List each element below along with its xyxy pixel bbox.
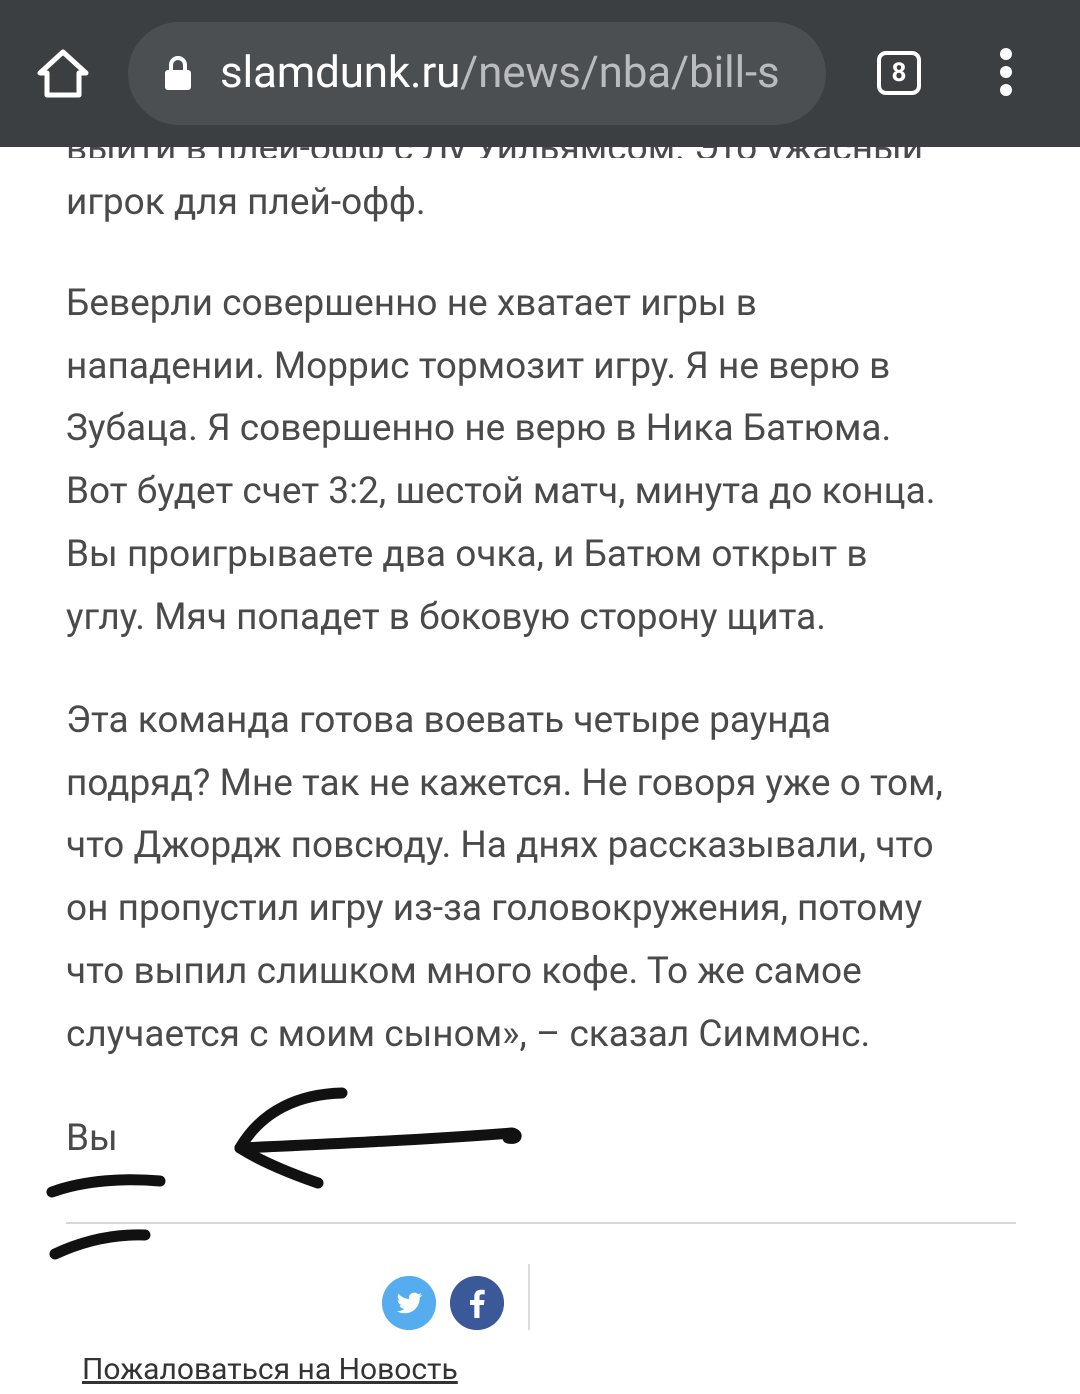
browser-toolbar <box>0 0 1080 147</box>
paragraph-line: углу. Мяч попадет в боковую сторону щита. <box>66 595 827 639</box>
report-news-link[interactable]: Пожаловаться на Новость <box>82 1352 458 1387</box>
article-paragraph <box>66 273 1026 649</box>
underline-stroke-2 <box>55 1235 145 1254</box>
article-paragraph <box>66 1108 1026 1171</box>
url-domain: slamdunk.ru <box>220 46 461 98</box>
paragraph-line: игрок для плей-офф. <box>66 181 426 224</box>
facebook-share-icon[interactable] <box>450 1276 504 1330</box>
paragraph-line: он пропустил игру из-за головокружения, потому <box>66 887 923 931</box>
paragraph-line: Вы <box>66 1117 118 1160</box>
url-bar[interactable] <box>128 22 826 125</box>
underline-stroke-1 <box>52 1180 160 1192</box>
url-text <box>220 42 810 102</box>
overflow-menu-icon[interactable] <box>994 48 1018 100</box>
tab-switcher-button[interactable]: 8 <box>877 51 921 95</box>
paragraph-line: подряд? Мне так не кажется. Не говоря уже о том, <box>66 761 943 805</box>
lock-icon <box>164 55 192 91</box>
paragraph-line: Вы проигрываете два очка, и Батюм открыт в <box>66 532 868 576</box>
content-divider <box>66 1222 1016 1224</box>
article-paragraph <box>66 690 1026 1066</box>
share-separator <box>528 1264 530 1330</box>
paragraph-line: нападении. Моррис тормозит игру. Я не верю в <box>66 344 891 388</box>
paragraph-line: что выпил слишком много кофе. То же самое <box>66 949 862 993</box>
paragraph-line: Беверли совершенно не хватает игры в <box>66 282 757 325</box>
paragraph-line: Эта команда готова воевать четыре раунда <box>66 699 832 742</box>
paragraph-line: Зубаца. Я совершенно не верю в Ника Батюма. <box>66 407 892 451</box>
url-path: /news/nba/bill-s <box>460 46 780 98</box>
twitter-share-icon[interactable] <box>382 1276 436 1330</box>
paragraph-line: Вот будет счет 3:2, шестой матч, минута до конца. <box>66 470 936 514</box>
article-paragraph <box>66 172 1026 235</box>
paragraph-line: случается с моим сыном», – сказал Симмонс. <box>66 1012 871 1056</box>
home-icon[interactable] <box>36 46 90 100</box>
paragraph-line: что Джордж повсюду. На днях рассказывали, что <box>66 824 934 868</box>
